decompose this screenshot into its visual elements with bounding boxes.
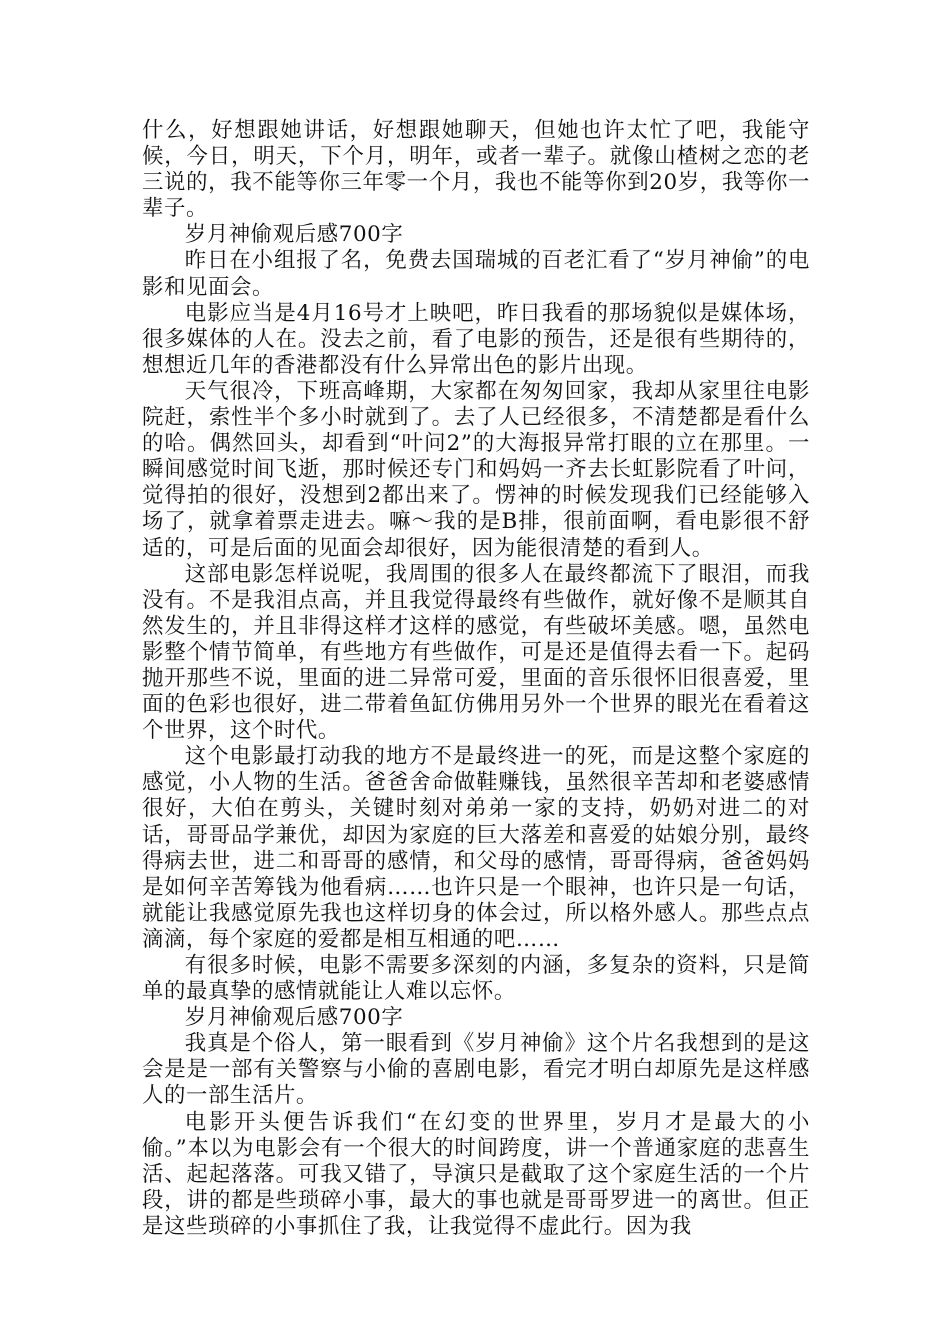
- paragraph: 这个电影最打动我的地方不是最终进一的死，而是这整个家庭的感觉，小人物的生活。爸爸舍命做鞋赚钱，虽然很辛苦却和老婆感情很好，大伯在剪头，关键时刻对弟弟一家的支持，奶奶对进二的对话，哥哥品学兼优，却因为家庭的巨大落差和喜爱的姑娘分别，最终得病去世，进二和哥哥的感情，和父母的感情，哥哥得病，爸爸妈妈是如何辛苦筹钱为他看病……也许只是一个眼神，也许只是一句话，就能让我感觉原先我也这样切身的体会过，所以格外感人。那些点点滴滴，每个家庭的爱都是相互相通的吧……: [142, 744, 810, 952]
- paragraph: 这部电影怎样说呢，我周围的很多人在最终都流下了眼泪，而我没有。不是我泪点高，并且我觉得最终有些做作，就好像不是顺其自然发生的，并且非得这样才这样的感觉，有些破坏美感。嗯，虽然电影整个情节简单，有些地方有些做作，可是还是值得去看一下。起码抛开那些不说，里面的进二异常可爱，里面的音乐很怀旧很喜爱，里面的色彩也很好，进二带着鱼缸仿佛用另外一个世界的眼光在看着这个世界，这个时代。: [142, 561, 810, 744]
- paragraph: 有很多时候，电影不需要多深刻的内涵，多复杂的资料，只是简单的最真挚的感情就能让人难以忘怀。: [142, 953, 810, 1005]
- paragraph: 电影开头便告诉我们“在幻变的世界里，岁月才是最大的小偷。”本以为电影会有一个很大的时间跨度，讲一个普通家庭的悲喜生活、起起落落。可我又错了，导演只是截取了这个家庭生活的一个片段，讲的都是些琐碎小事，最大的事也就是哥哥罗进一的离世。但正是这些琐碎的小事抓住了我，让我觉得不虚此行。因为我: [142, 1109, 810, 1239]
- paragraph: 什么，好想跟她讲话，好想跟她聊天，但她也许太忙了吧，我能守候，今日，明天，下个月，明年，或者一辈子。就像山楂树之恋的老三说的，我不能等你三年零一个月，我也不能等你到20岁，我等你一辈子。: [142, 118, 810, 222]
- section-heading: 岁月神偷观后感700字: [184, 222, 404, 248]
- paragraph: 昨日在小组报了名，免费去国瑞城的百老汇看了“岁月神偷”的电影和见面会。: [142, 248, 810, 300]
- section-heading: 岁月神偷观后感700字: [184, 1005, 404, 1031]
- paragraph: 我真是个俗人，第一眼看到《岁月神偷》这个片名我想到的是这会是是一部有关警察与小偷的喜剧电影，看完才明白却原先是这样感人的一部生活片。: [142, 1031, 810, 1109]
- document-body: [142, 118, 810, 1240]
- paragraph: 电影应当是4月16号才上映吧，昨日我看的那场貌似是媒体场，很多媒体的人在。没去之前，看了电影的预告，还是很有些期待的，想想近几年的香港都没有什么异常出色的影片出现。: [142, 300, 810, 378]
- paragraph: 天气很冷，下班高峰期，大家都在匆匆回家，我却从家里往电影院赶，索性半个多小时就到了。去了人已经很多，不清楚都是看什么的哈。偶然回头，却看到“叶问2”的大海报异常打眼的立在那里。一瞬间感觉时间飞逝，那时候还专门和妈妈一齐去长虹影院看了叶问，觉得拍的很好，没想到2都出来了。愣神的时候发现我们已经能够入场了，就拿着票走进去。嘛～我的是B排，很前面啊，看电影很不舒适的，可是后面的见面会却很好，因为能很清楚的看到人。: [142, 378, 810, 561]
